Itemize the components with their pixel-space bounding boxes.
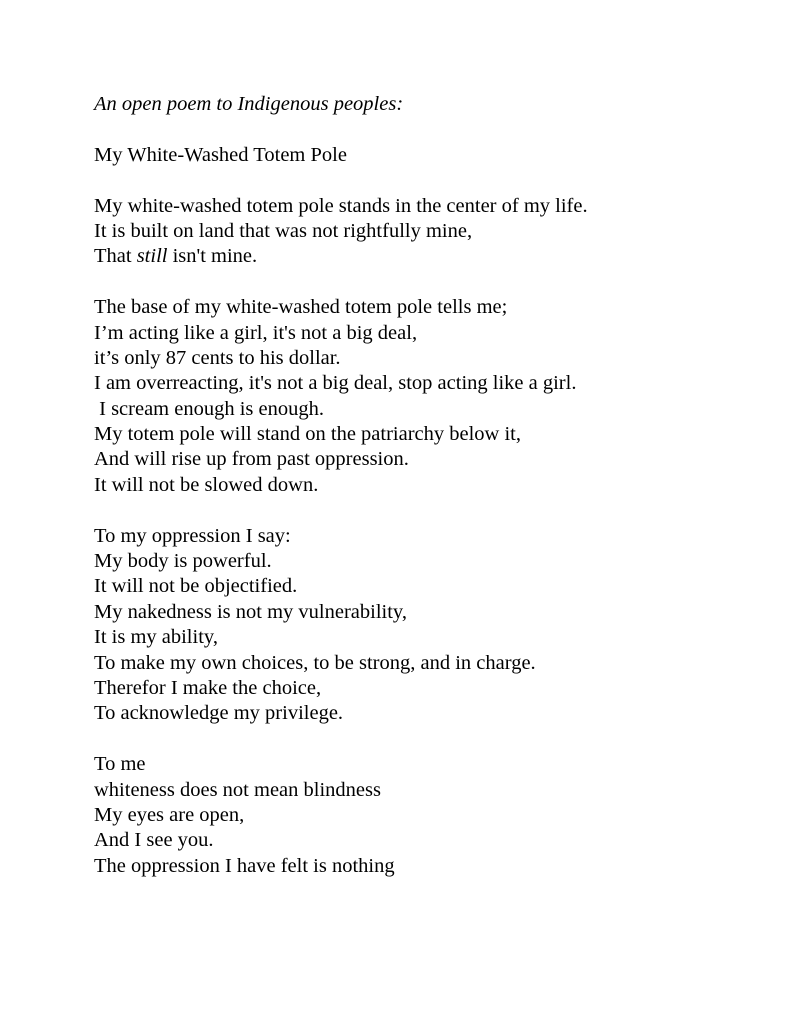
poem-line: I’m acting like a girl, it's not a big deal, [94, 321, 418, 344]
line-text: isn't mine. [167, 245, 258, 268]
poem-title: My White-Washed Totem Pole [94, 143, 347, 166]
poem-line: My eyes are open, [94, 803, 245, 826]
poem-line: It will not be slowed down. [94, 473, 319, 496]
poem-line: Therefor I make the choice, [94, 676, 322, 699]
poem-line: The base of my white-washed totem pole tells me; [94, 296, 508, 319]
poem-line: whiteness does not mean blindness [94, 778, 381, 801]
poem-line: To make my own choices, to be strong, and in charge. [94, 651, 536, 674]
poem-line: My white-washed totem pole stands in the center of my life. [94, 194, 588, 217]
poem-line: My nakedness is not my vulnerability, [94, 600, 407, 623]
poem-line: I am overreacting, it's not a big deal, stop acting like a girl. [94, 372, 577, 395]
poem-line: It is built on land that was not rightfully mine, [94, 219, 473, 242]
poem-line: To my oppression I say: [94, 524, 291, 547]
blank-line [94, 270, 754, 295]
emphasized-word: still [136, 245, 168, 268]
poem-line: To me [94, 753, 146, 776]
stanza-1 [94, 194, 754, 270]
stanza-3 [94, 524, 754, 727]
poem-line: It will not be objectified. [94, 575, 298, 598]
poem-line: it’s only 87 cents to his dollar. [94, 346, 341, 369]
poem-intro: An open poem to Indigenous peoples: [94, 93, 404, 115]
poem-line: My totem pole will stand on the patriarchy below it, [94, 423, 521, 446]
poem-line-with-emphasis [94, 244, 754, 269]
poem-line: The oppression I have felt is nothing [94, 854, 395, 877]
poem-line: I scream enough is enough. [94, 397, 324, 420]
blank-line [94, 727, 754, 752]
blank-line [94, 498, 754, 523]
poem-line: And will rise up from past oppression. [94, 448, 409, 471]
poem-line: It is my ability, [94, 626, 218, 649]
poem-line: To acknowledge my privilege. [94, 702, 344, 725]
line-text: That [94, 245, 137, 268]
blank-line [94, 117, 754, 142]
stanza-2 [94, 295, 754, 498]
poem-body [94, 92, 754, 879]
stanza-4 [94, 752, 754, 879]
blank-line [94, 168, 754, 193]
poem-line: My body is powerful. [94, 550, 272, 573]
poem-line: And I see you. [94, 829, 214, 852]
